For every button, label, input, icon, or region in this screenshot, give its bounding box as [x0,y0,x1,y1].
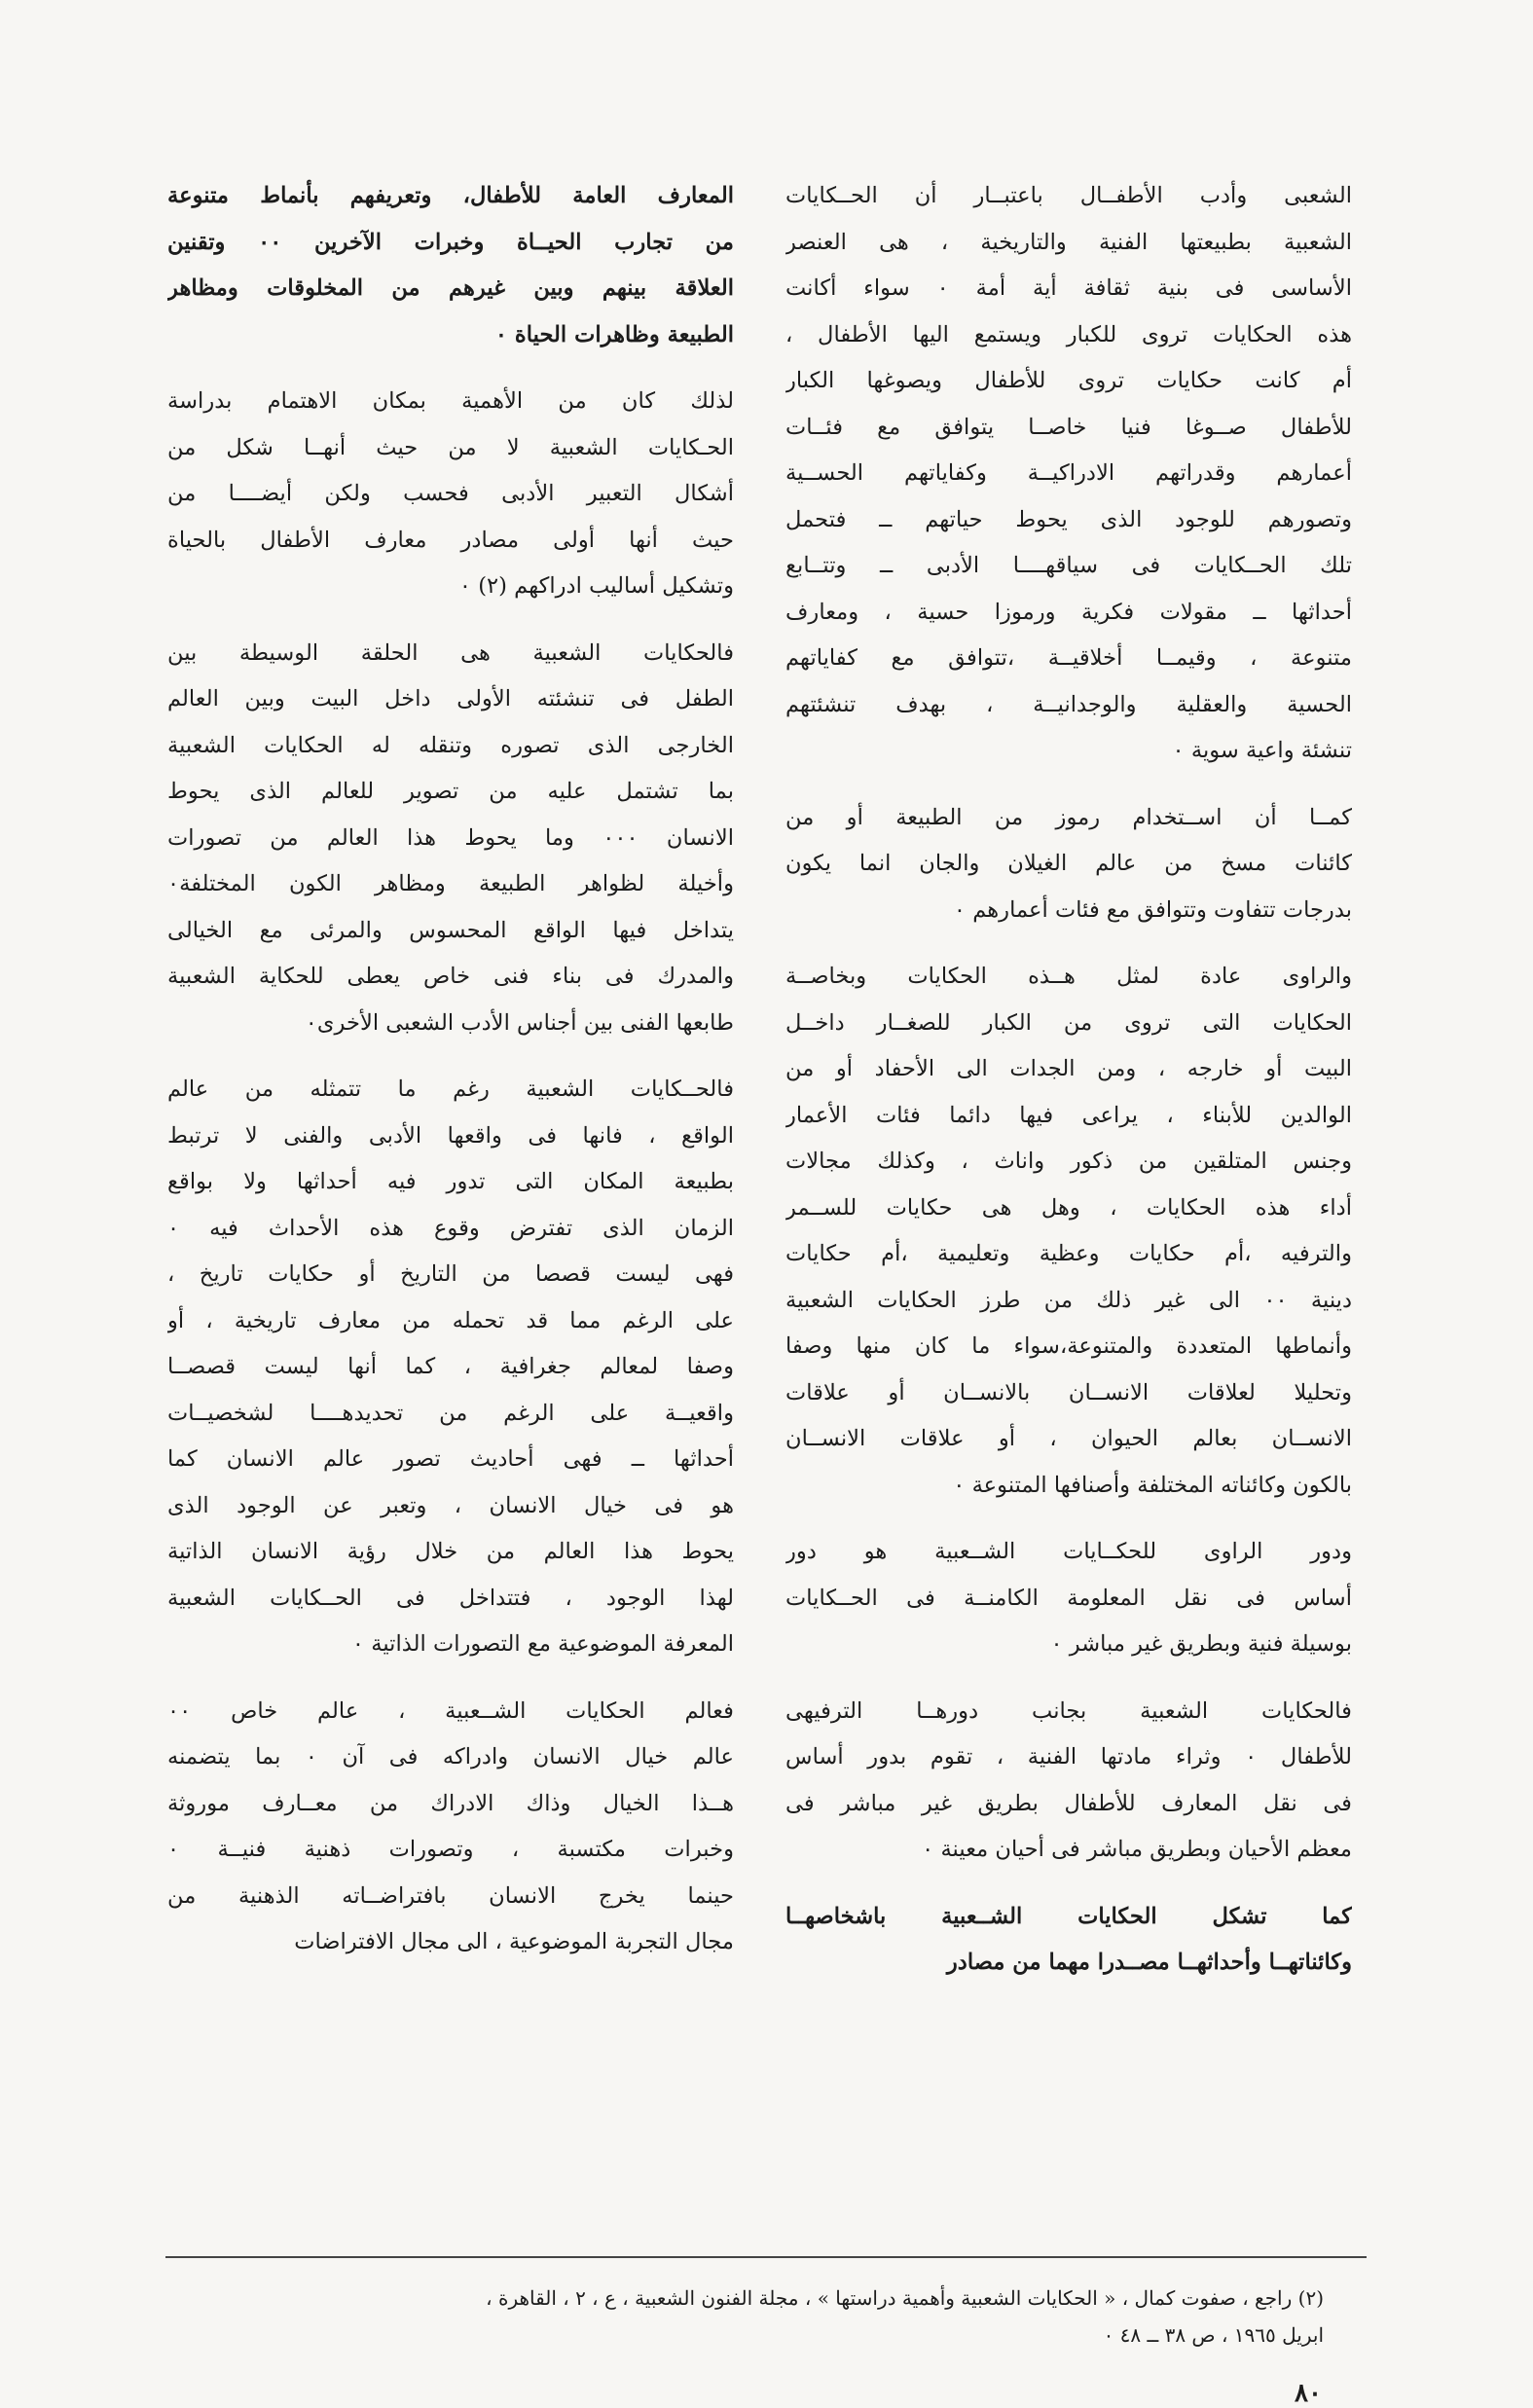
footnote-line: ابريل ١٩٦٥ ، ص ٣٨ ــ ٤٨ ٠ [1103,2323,1324,2347]
text-line: البيت أو خارجه ، ومن الجدات الى الأحفاد أو من [785,1056,1352,1081]
paragraph [785,1894,1352,1987]
text-line: أشكال التعبير الأدبى فحسب ولكن أيضــــا من [167,481,734,506]
text-line: حينما يخرج الانسان بافتراضــاته الذهنية من [167,1882,734,1909]
text-line: معظم الأحيان وبطريق مباشر فى أحيان معينة ٠ [922,1837,1352,1862]
text-line: ودور الراوى للحكــايات الشــعبية هو دور [785,1539,1352,1564]
text-line: هو فى خيال الانسان ، وتعبر عن الوجود الذى [167,1492,734,1518]
footnote [204,2280,1324,2353]
text-line: العلاقة بينهم وبين غيرهم من المخلوقات ومظاهر [167,275,734,301]
text-line: الانســان بعالم الحيوان ، أو علاقات الانســان [785,1426,1352,1451]
text-line: مجال التجربة الموضوعية ، الى مجال الافتراضات [294,1929,734,1954]
text-line: الطبيعة وظاهرات الحياة ٠ [494,321,734,347]
paragraph [167,1689,734,1966]
text-line: فالحكايات الشعبية هى الحلقة الوسيطة بين [167,639,734,666]
paragraph [785,1529,1352,1668]
text-line: الحـكايات الشعبية لا من حيث أنهــا شكل من [167,434,734,460]
text-line: أعمارهم وقدراتهم الادراكيــة وكفاياتهم الحســية [785,460,1352,486]
text-line: للأطفال صــوغا فنيا خاصــا يتوافق مع فئــات [785,414,1352,440]
text-line: تنشئة واعية سوية ٠ [1172,738,1352,763]
text-line: بوسيلة فنية وبطريق غير مباشر ٠ [1050,1631,1352,1657]
text-line: الأساسى فى بنية ثقافة أية أمة ٠ سواء أكانت [785,275,1352,301]
text-line: فالحــكايات الشعبية رغم ما تتمثله من عالم [167,1076,734,1102]
paragraph [785,173,1352,775]
text-line: واقعيــة على الرغم من تحديدهــــا لشخصيــات [167,1400,734,1426]
paragraph [167,379,734,610]
text-line: للأطفال ٠ وثراء مادتها الفنية ، تقوم بدور أساس [785,1744,1352,1770]
text-line: كائنات مسخ من عالم الغيلان والجان انما يكون [785,851,1352,876]
text-line: الحكايات التى تروى من الكبار للصغــار داخــل [785,1009,1352,1036]
left-text-column [167,173,734,1987]
paragraph [167,1067,734,1668]
text-line: بالكون وكائناته المختلفة وأصنافها المتنوعة ٠ [953,1472,1352,1498]
text-line: حيث أنها أولى مصادر معارف الأطفال بالحياة [167,527,734,553]
text-line: وأنماطها المتعددة والمتنوعة،سواء ما كان منها وصفا [785,1333,1352,1359]
text-line: أحداثها ــ فهى أحاديث تصور عالم الانسان كما [167,1446,734,1472]
text-line: وجنس المتلقين من ذكور واناث ، وكذلك مجالات [785,1149,1352,1174]
text-line: بدرجات تتفاوت وتتوافق مع فئات أعمارهم ٠ [953,896,1352,923]
text-line: تلك الحــكايات فى سياقهــــا الأدبى ــ وتتــابع [785,553,1352,578]
text-line: وتشكيل أساليب ادراكهم (٢) ٠ [458,573,734,599]
text-line: هــذا الخيال وذاك الادراك من معــارف موروثة [167,1790,734,1816]
page-number: ٨٠ [1295,2379,1322,2408]
text-line: أداء هذه الحكايات ، وهل هى حكايات للســمر [785,1194,1352,1221]
right-text-column [785,173,1352,2007]
text-line: لهذا الوجود ، فتتداخل فى الحــكايات الشعبية [167,1585,734,1611]
footnote-line: (٢) راجع ، صفوت كمال ، « الحكايات الشعبية وأهمية دراستها » ، مجلة الفنون الشعبية ، ع ، ٢ ، القاهرة ، [486,2286,1324,2310]
text-line: وأخيلة لظواهر الطبيعة ومظاهر الكون المختلفة٠ [167,871,734,896]
text-line: هذه الحكايات تروى للكبار ويستمع اليها الأطفال ، [785,321,1352,347]
text-line: والراوى عادة لمثل هــذه الحكايات وبخاصــة [785,964,1352,989]
text-line: من تجارب الحيــاة وخبرات الآخرين ٠٠ وتقنين [167,229,734,255]
paragraph [167,631,734,1047]
text-line: وكائناتهــا وأحداثهــا مصــدرا مهما من مصادر [946,1950,1352,1975]
paragraph [785,795,1352,934]
text-line: يتداخل فيها الواقع المحسوس والمرئى مع الخيالى [167,917,734,943]
text-line: المعارف العامة للأطفال، وتعريفهم بأنماط متنوعة [167,183,734,208]
text-line: أحداثها ــ مقولات فكرية ورموزا حسية ، ومعارف [785,599,1352,625]
text-line: بطبيعة المكان التى تدور فيه أحداثها ولا بواقع [167,1169,734,1194]
text-line: الانسان ٠٠٠ وما يحوط هذا العالم من تصورات [167,824,734,851]
text-line: كمــا أن اســتخدام رموز من الطبيعة أو من [785,804,1352,830]
paragraph [167,173,734,358]
text-line: والمدرك فى بناء فنى خاص يعطى للحكاية الشعبية [167,964,734,989]
text-line: يحوط هذا العالم من خلال رؤية الانسان الذاتية [167,1539,734,1564]
text-line: أم كانت حكايات تروى للأطفال ويصوغها الكبار [785,368,1352,393]
footnote-divider [165,2256,1367,2258]
text-line: فعالم الحكايات الشــعبية ، عالم خاص ٠٠ [167,1697,734,1724]
text-line: كما تشكل الحكايات الشــعبية باشخاصهــا [785,1903,1352,1929]
text-line: الخارجى الذى تصوره وتنقله له الحكايات الشعبية [167,732,734,758]
text-line: فالحكايات الشعبية بجانب دورهــا الترفيهى [785,1697,1352,1724]
text-line: لذلك كان من الأهمية بمكان الاهتمام بدراسة [167,388,734,414]
text-line: وتصورهم للوجود الذى يحوط حياتهم ــ فتحمل [785,506,1352,532]
text-line: دينية ٠٠ الى غير ذلك من طرز الحكايات الشعبية [785,1287,1352,1313]
text-line: فى نقل المعارف للأطفال بطريق غير مباشر فى [785,1790,1352,1816]
text-line: أساس فى نقل المعلومة الكامنــة فى الحــكايات [785,1585,1352,1611]
text-line: وتحليلا لعلاقات الانســان بالانســان أو علاقات [785,1379,1352,1405]
text-line: الطفل فى تنشئته الأولى داخل البيت وبين العالم [167,686,734,711]
text-line: وخبرات مكتسبة ، وتصورات ذهنية فنيــة ٠ [167,1837,734,1862]
paragraph [785,1689,1352,1874]
text-line: الوالدين للأبناء ، يراعى فيها دائما فئات الأعمار [785,1102,1352,1128]
text-line: الزمان الذى تفترض وقوع هذه الأحداث فيه ٠ [167,1215,734,1241]
text-line: الواقع ، فانها فى واقعها الأدبى والفنى لا ترتبط [167,1122,734,1149]
text-line: على الرغم مما قد تحمله من معارف تاريخية ، أو [167,1307,734,1333]
text-line: فهى ليست قصصا من التاريخ أو حكايات تاريخ ، [167,1261,734,1287]
text-line: بما تشتمل عليه من تصوير للعالم الذى يحوط [167,779,734,804]
text-line: الشعبى وأدب الأطفــال باعتبــار أن الحــكايات [785,183,1352,208]
text-line: عالم خيال الانسان وادراكه فى آن ٠ بما يتضمنه [167,1744,734,1770]
text-line: الشعبية بطبيعتها الفنية والتاريخية ، هى العنصر [785,229,1352,255]
text-line: طابعها الفنى بين أجناس الأدب الشعبى الأخرى٠ [305,1009,734,1036]
text-line: وصفا لمعالم جغرافية ، كما أنها ليست قصصــا [167,1354,734,1379]
text-line: الحسية والعقلية والوجدانيــة ، بهدف تنشئتهم [785,691,1352,717]
text-line: متنوعة ، وقيمــا أخلاقيــة ،تتوافق مع كفاياتهم [785,645,1352,671]
text-line: والترفيه ،أم حكايات وعظية وتعليمية ،أم حكايات [785,1241,1352,1266]
paragraph [785,954,1352,1509]
text-line: المعرفة الموضوعية مع التصورات الذاتية ٠ [351,1631,734,1657]
